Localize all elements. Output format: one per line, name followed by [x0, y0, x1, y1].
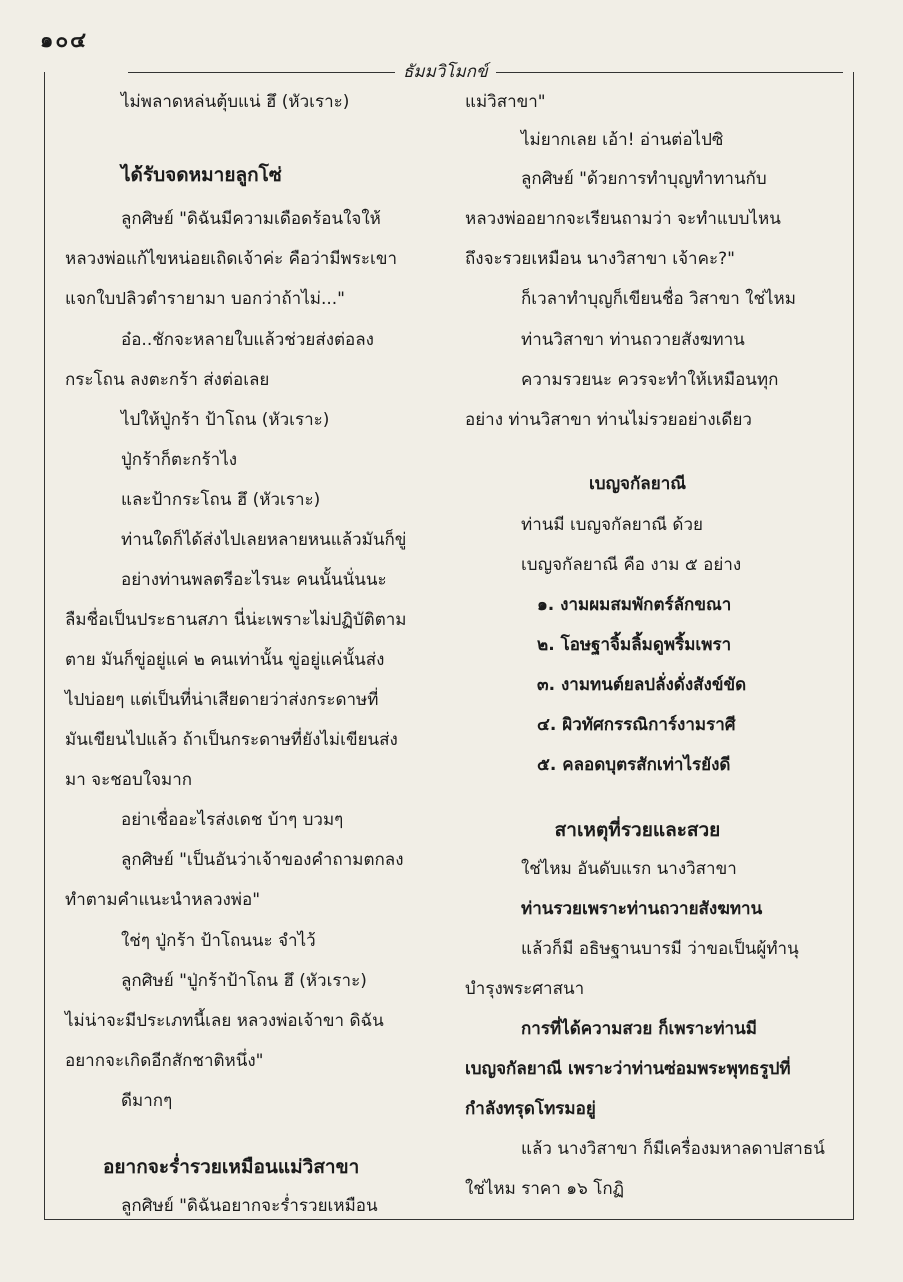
paragraph-line: ท่านใดก็ได้ส่งไปเลยหลายหนแล้วมันก็ขู่ — [121, 530, 407, 550]
paragraph-line: อย่างท่านพลตรีอะไรนะ คนนั้นนั่นนะ — [121, 570, 387, 590]
paragraph-line: เบญจกัลยาณี คือ งาม ๕ อย่าง — [521, 555, 742, 575]
paragraph-line: ไม่ยากเลย เอ้า! อ่านต่อไปซิ — [521, 130, 724, 150]
paragraph-line: ความรวยนะ ควรจะทำให้เหมือนทุก — [521, 370, 779, 390]
section-heading: สาเหตุที่รวยและสวย — [554, 819, 721, 841]
paragraph-line: ไปบ่อยๆ แต่เป็นที่น่าเสียดายว่าส่งกระดาษที่ — [65, 690, 379, 710]
paragraph-line: ลูกศิษย์ "ด้วยการทำบุญทำทานกับ — [521, 169, 767, 189]
paragraph-line: และป้ากระโถน ฮึ (หัวเราะ) — [121, 490, 321, 510]
paragraph-line: ไม่พลาดหล่นตุ้บแน่ ฮึ (หัวเราะ) — [121, 92, 350, 112]
paragraph-line: มันเขียนไปแล้ว ถ้าเป็นกระดาษที่ยังไม่เขียนส่ง — [65, 730, 398, 750]
paragraph-line: ตาย มันก็ขู่อยู่แค่ ๒ คนเท่านั้น ขู่อยู่แค่นั้นส่ง — [65, 650, 385, 670]
paragraph-line: ท่านมี เบญจกัลยาณี ด้วย — [521, 515, 703, 535]
list-item: ๑. งามผมสมพักตร์ลักขณา — [537, 595, 732, 615]
paragraph-line: ทำตามคำแนะนำหลวงพ่อ" — [65, 890, 261, 910]
paragraph-line: หลวงพ่อแก้ไขหน่อยเถิดเจ้าค่ะ คือว่ามีพระเขา — [65, 249, 397, 269]
paragraph-line: ลูกศิษย์ "ดิฉันมีความเดือดร้อนใจให้ — [121, 209, 381, 229]
paragraph-line: ก็เวลาทำบุญก็เขียนชื่อ วิสาขา ใช่ไหม — [521, 289, 796, 309]
paragraph-line: อ๋อ..ชักจะหลายใบแล้วช่วยส่งต่อลง — [121, 330, 374, 350]
list-item: ๒. โอษฐาจิ้มลิ้มดูพริ้มเพรา — [537, 635, 732, 655]
paragraph-line: ไม่น่าจะมีประเภทนี้เลย หลวงพ่อเจ้าขา ดิฉัน — [65, 1011, 384, 1031]
section-heading: ได้รับจดหมายลูกโซ่ — [121, 164, 282, 186]
paragraph-line: ท่านวิสาขา ท่านถวายสังฆทาน — [521, 330, 745, 350]
paragraph-line: มา จะชอบใจมาก — [65, 770, 193, 790]
section-heading: อยากจะร่ำรวยเหมือนแม่วิสาขา — [103, 1156, 360, 1178]
list-item: ๕. คลอดบุตรสักเท่าไรยังดี — [537, 755, 731, 775]
paragraph-line: ลูกศิษย์ "ปู่กร้าป้าโถน ฮึ (หัวเราะ) — [121, 971, 367, 991]
paragraph-line: ลูกศิษย์ "ดิฉันอยากจะร่ำรวยเหมือน — [121, 1196, 378, 1216]
page-number: ๑๐๔ — [40, 27, 89, 52]
paragraph-line: ลืมชื่อเป็นประธานสภา นี่น่ะเพราะไม่ปฏิบัติตาม — [65, 610, 407, 630]
paragraph-line: แจกใบปลิวตำรายามา บอกว่าถ้าไม่..." — [65, 289, 345, 309]
paragraph-line: ใช่ไหม อันดับแรก นางวิสาขา — [521, 859, 737, 879]
paragraph-line: ไปให้ปู่กร้า ป้าโถน (หัวเราะ) — [121, 410, 330, 430]
paragraph-line: แล้ว นางวิสาขา ก็มีเครื่องมหาลดาปสาธน์ — [521, 1139, 825, 1159]
running-header-title: ธัมมวิโมกข์ — [395, 58, 496, 85]
paragraph-line: กระโถน ลงตะกร้า ส่งต่อเลย — [65, 370, 270, 390]
paragraph-line: ใช่ไหม ราคา ๑๖ โกฏิ — [465, 1179, 625, 1199]
paragraph-line: บำรุงพระศาสนา — [465, 979, 585, 999]
paragraph-line: เบญจกัลยาณี เพราะว่าท่านซ่อมพระพุทธรูปที่ — [465, 1059, 791, 1079]
paragraph-line: ปู่กร้าก็ตะกร้าไง — [121, 450, 238, 470]
paragraph-line: อย่าเชื่ออะไรส่งเดช บ้าๆ บวมๆ — [121, 810, 344, 830]
list-item: ๔. ผิวทัศกรรณิการ์งามราศี — [537, 715, 736, 735]
paragraph-line: ดีมากๆ — [121, 1091, 173, 1111]
paragraph-line: อยากจะเกิดอีกสักชาติหนึ่ง" — [65, 1051, 264, 1071]
paragraph-line: อย่าง ท่านวิสาขา ท่านไม่รวยอย่างเดียว — [465, 410, 752, 430]
paragraph-line: การที่ได้ความสวย ก็เพราะท่านมี — [521, 1019, 757, 1039]
paragraph-line: ท่านรวยเพราะท่านถวายสังฆทาน — [521, 899, 763, 919]
paragraph-line: แล้วก็มี อธิษฐานบารมี ว่าขอเป็นผู้ทำนุ — [521, 939, 799, 959]
paragraph-line: ใช่ๆ ปู่กร้า ป้าโถนนะ จำไว้ — [121, 931, 316, 951]
paragraph-line: แม่วิสาขา" — [465, 92, 546, 112]
paragraph-line: หลวงพ่ออยากจะเรียนถามว่า จะทำแบบไหน — [465, 209, 781, 229]
paragraph-line: ถึงจะรวยเหมือน นางวิสาขา เจ้าคะ?" — [465, 249, 735, 269]
list-item: ๓. งามทนต์ยลปลั่งดั่งสังข์ขัด — [537, 675, 747, 695]
paragraph-line: กำลังทรุดโทรมอยู่ — [465, 1099, 596, 1119]
paragraph-line: ลูกศิษย์ "เป็นอันว่าเจ้าของคำถามตกลง — [121, 850, 404, 870]
section-heading: เบญจกัลยาณี — [588, 474, 687, 494]
